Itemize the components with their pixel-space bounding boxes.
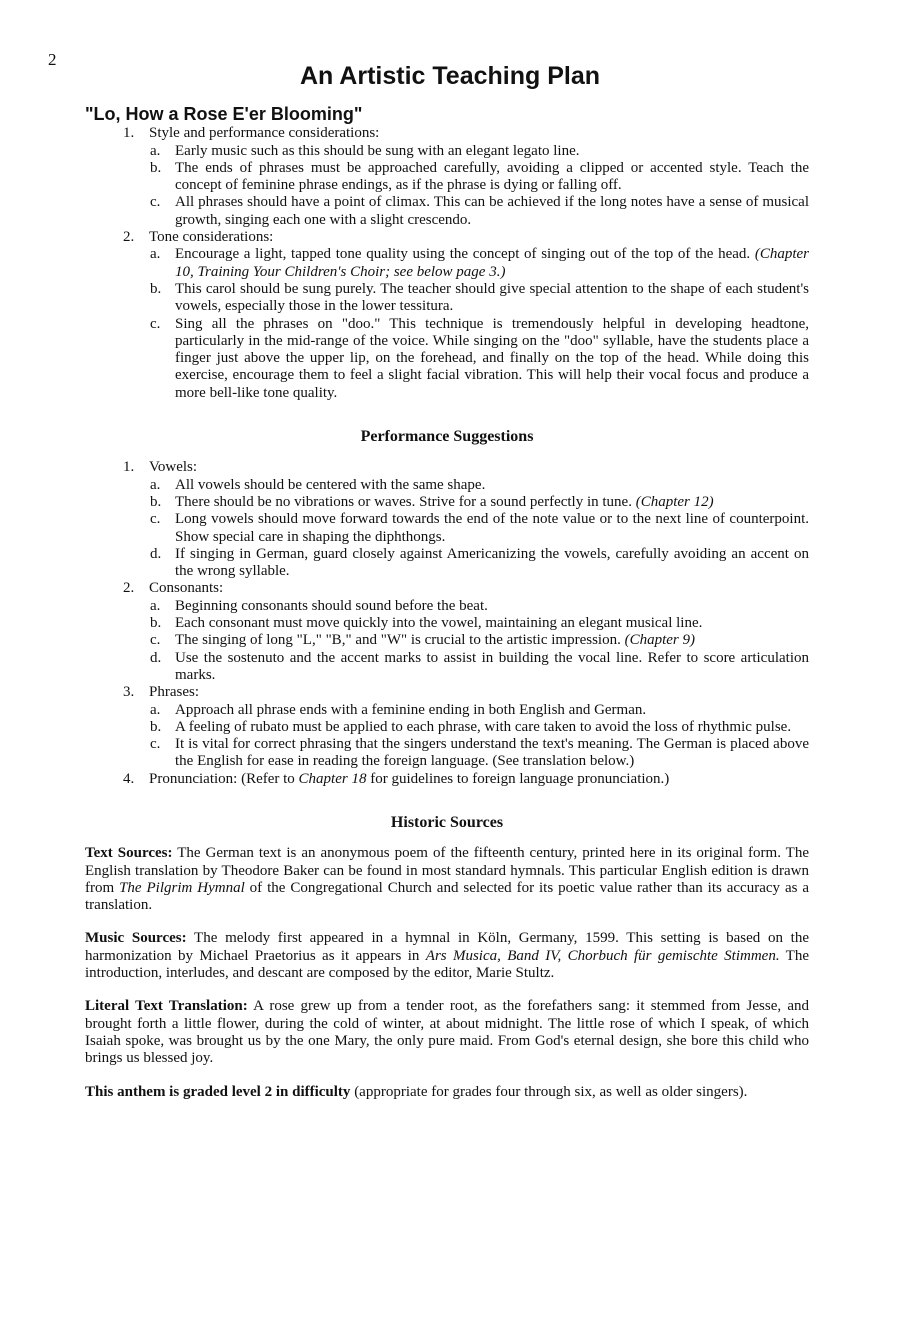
list-item <box>149 598 809 615</box>
list-item <box>149 702 809 719</box>
item-letter: d. <box>150 545 162 562</box>
item-text: Long vowels should move forward towards the end of the note value or to the next line of counterpoint. Show special care in shaping the diphthongs. <box>175 511 809 545</box>
list-item <box>149 194 809 229</box>
section-label: Style and performance considerations: <box>149 125 380 142</box>
item-text: It is vital for correct phrasing that the singers understand the text's meaning. The German is placed above the English for ease in reading the foreign language. (See translation below.) <box>175 736 809 770</box>
paragraph-lead: Music Sources: <box>85 930 187 947</box>
item-letter: b. <box>150 493 162 510</box>
item-text: If singing in German, guard closely against Americanizing the vowels, carefully avoiding an accent on the wrong syllable. <box>175 545 809 580</box>
section-label: Vowels: <box>149 459 198 476</box>
item-text: A feeling of rubato must be applied to each phrase, with care taken to avoid the loss of rhythmic pulse. <box>175 718 792 735</box>
grading-paragraph <box>85 1084 809 1101</box>
teaching-plan-list <box>85 125 809 402</box>
item-text: Approach all phrase ends with a feminine ending in both English and German. <box>175 701 647 718</box>
list-item <box>149 736 809 771</box>
item-letter: d. <box>150 649 162 666</box>
section-label: Phrases: <box>149 684 199 701</box>
item-text: Early music such as this should be sung with an elegant legato line. <box>175 142 580 159</box>
section-number: 1. <box>123 125 135 142</box>
item-letter: c. <box>150 194 161 211</box>
item-letter: c. <box>150 632 161 649</box>
section-number: 2. <box>123 229 135 246</box>
list-item <box>149 615 809 632</box>
item-text: There should be no vibrations or waves. Strive for a sound perfectly in tune. <box>175 493 632 510</box>
item-text: Beginning consonants should sound before the beat. <box>175 597 488 614</box>
performance-section <box>85 459 809 580</box>
hymnal-title: The Pilgrim Hymnal <box>119 879 245 896</box>
list-item <box>149 546 809 581</box>
item-letter: a. <box>150 476 161 493</box>
item-letter: c. <box>150 736 161 753</box>
item-text: All vowels should be centered with the same shape. <box>175 476 486 493</box>
list-item <box>149 511 809 546</box>
performance-section <box>85 684 809 770</box>
item-text: Sing all the phrases on "doo." This technique is tremendously helpful in developing headtone, particularly in the mid-range of the voice. While singing on the "doo" syllable, have the students place a finger just above the upper lip, on the forehead, and finally on the top of the head. While doing this exercise, encourage them to feel a slight facial vibration. This will help their vocal focus and produce a more bell-like tone quality. <box>175 315 809 401</box>
sub-list <box>149 598 809 684</box>
list-item <box>149 650 809 685</box>
item-text: This carol should be sung purely. The teacher should give special attention to the shape of each student's vowels, especially those in the lower tessitura. <box>175 280 809 315</box>
page-number: 2 <box>48 50 57 69</box>
source-title: Ars Musica, Band IV, Chorbuch für gemischte Stimmen. <box>425 947 780 964</box>
section-label: Pronunciation: (Refer to <box>149 770 295 787</box>
list-item <box>149 160 809 195</box>
item-letter: b. <box>150 615 162 632</box>
list-item <box>149 477 809 494</box>
item-text: Each consonant must move quickly into the vowel, maintaining an elegant musical line. <box>175 615 703 632</box>
plan-section <box>85 125 809 229</box>
paragraph-lead: This anthem is graded level 2 in difficulty <box>85 1083 351 1100</box>
section-label: Tone considerations: <box>149 229 274 246</box>
sub-list <box>149 477 809 581</box>
item-letter: a. <box>150 701 161 718</box>
list-item <box>149 246 809 281</box>
item-letter: b. <box>150 159 162 176</box>
paragraph-text: The introduction, interludes, and descant are composed by the editor, Marie Stultz. <box>85 947 809 982</box>
page-title: An Artistic Teaching Plan <box>299 62 601 90</box>
paragraph-text: A rose grew up from a tender root, as the forefathers sang: it stemmed from Jesse, and brought forth a little flower, during the cold of winter, at about midnight. The little rose of which I speak, of which Isaiah spoke, was brought us by the one Mary, the only pure maid. From God's eternal design, she bore this child who brings us blessed joy. <box>85 998 809 1067</box>
chapter-reference: (Chapter 10, Training Your Children's Choir; see below page 3.) <box>175 246 809 280</box>
paragraph-lead: Literal Text Translation: <box>85 998 248 1015</box>
section-number: 4. <box>123 770 135 787</box>
paragraph-text: The German text is an anonymous poem of the fifteenth century, printed here in its original form. The English translation by Theodore Baker can be found in most standard hymnals. This particular English edition is drawn from <box>85 845 810 896</box>
paragraph-lead: Text Sources: <box>85 845 173 862</box>
performance-section <box>85 771 809 788</box>
sub-list <box>149 702 809 771</box>
list-item <box>149 316 809 402</box>
historic-heading: Historic Sources <box>390 813 504 831</box>
item-letter: c. <box>150 511 161 528</box>
paragraph-text: The melody first appeared in a hymnal in Köln, Germany, 1599. This setting is based on the harmonization by Michael Praetorius as it appears in <box>85 930 809 964</box>
section-number: 2. <box>123 580 135 597</box>
performance-list <box>85 459 809 788</box>
performance-heading: Performance Suggestions <box>360 428 534 446</box>
chapter-reference: (Chapter 12) <box>635 493 714 510</box>
performance-section <box>85 580 809 684</box>
list-item <box>149 719 809 736</box>
item-letter: a. <box>150 246 161 263</box>
paragraph-text: of the Congregational Church and selected for its poetic value rather than its accuracy as a translation. <box>85 879 810 914</box>
list-item <box>149 632 809 649</box>
sub-list <box>149 246 809 402</box>
section-label: Consonants: <box>149 580 224 597</box>
plan-section <box>85 229 809 402</box>
song-title: "Lo, How a Rose E'er Blooming" <box>85 104 363 124</box>
list-item <box>149 281 809 316</box>
document-body <box>85 106 809 1101</box>
item-letter: c. <box>150 315 161 332</box>
item-letter: a. <box>150 597 161 614</box>
section-number: 3. <box>123 684 135 701</box>
chapter-reference: Chapter 18 <box>298 770 367 787</box>
sub-list <box>149 143 809 229</box>
item-text: Encourage a light, tapped tone quality using the concept of singing out of the top of the head. <box>175 246 751 263</box>
item-letter: a. <box>150 142 161 159</box>
item-letter: b. <box>150 718 162 735</box>
paragraph-text: (appropriate for grades four through six, as well as older singers). <box>354 1083 748 1100</box>
item-text: Use the sostenuto and the accent marks to assist in building the vocal line. Refer to score articulation marks. <box>175 649 809 683</box>
text-sources-paragraph <box>85 845 809 914</box>
item-letter: b. <box>150 280 162 297</box>
item-text: The ends of phrases must be approached carefully, avoiding a clipped or accented style. Teach the concept of feminine phrase endings, as if the phrase is dying or falling off. <box>175 159 809 194</box>
item-text: All phrases should have a point of climax. This can be achieved if the long notes have a sense of musical growth, singing each one with a slight crescendo. <box>175 194 809 228</box>
list-item <box>149 143 809 160</box>
music-sources-paragraph <box>85 930 809 982</box>
chapter-reference: (Chapter 9) <box>624 632 695 649</box>
list-item <box>149 494 809 511</box>
translation-paragraph <box>85 998 809 1067</box>
item-text: The singing of long "L," "B," and "W" is crucial to the artistic impression. <box>175 632 621 649</box>
section-number: 1. <box>123 459 135 476</box>
section-label-tail: for guidelines to foreign language pronunciation.) <box>370 770 670 787</box>
